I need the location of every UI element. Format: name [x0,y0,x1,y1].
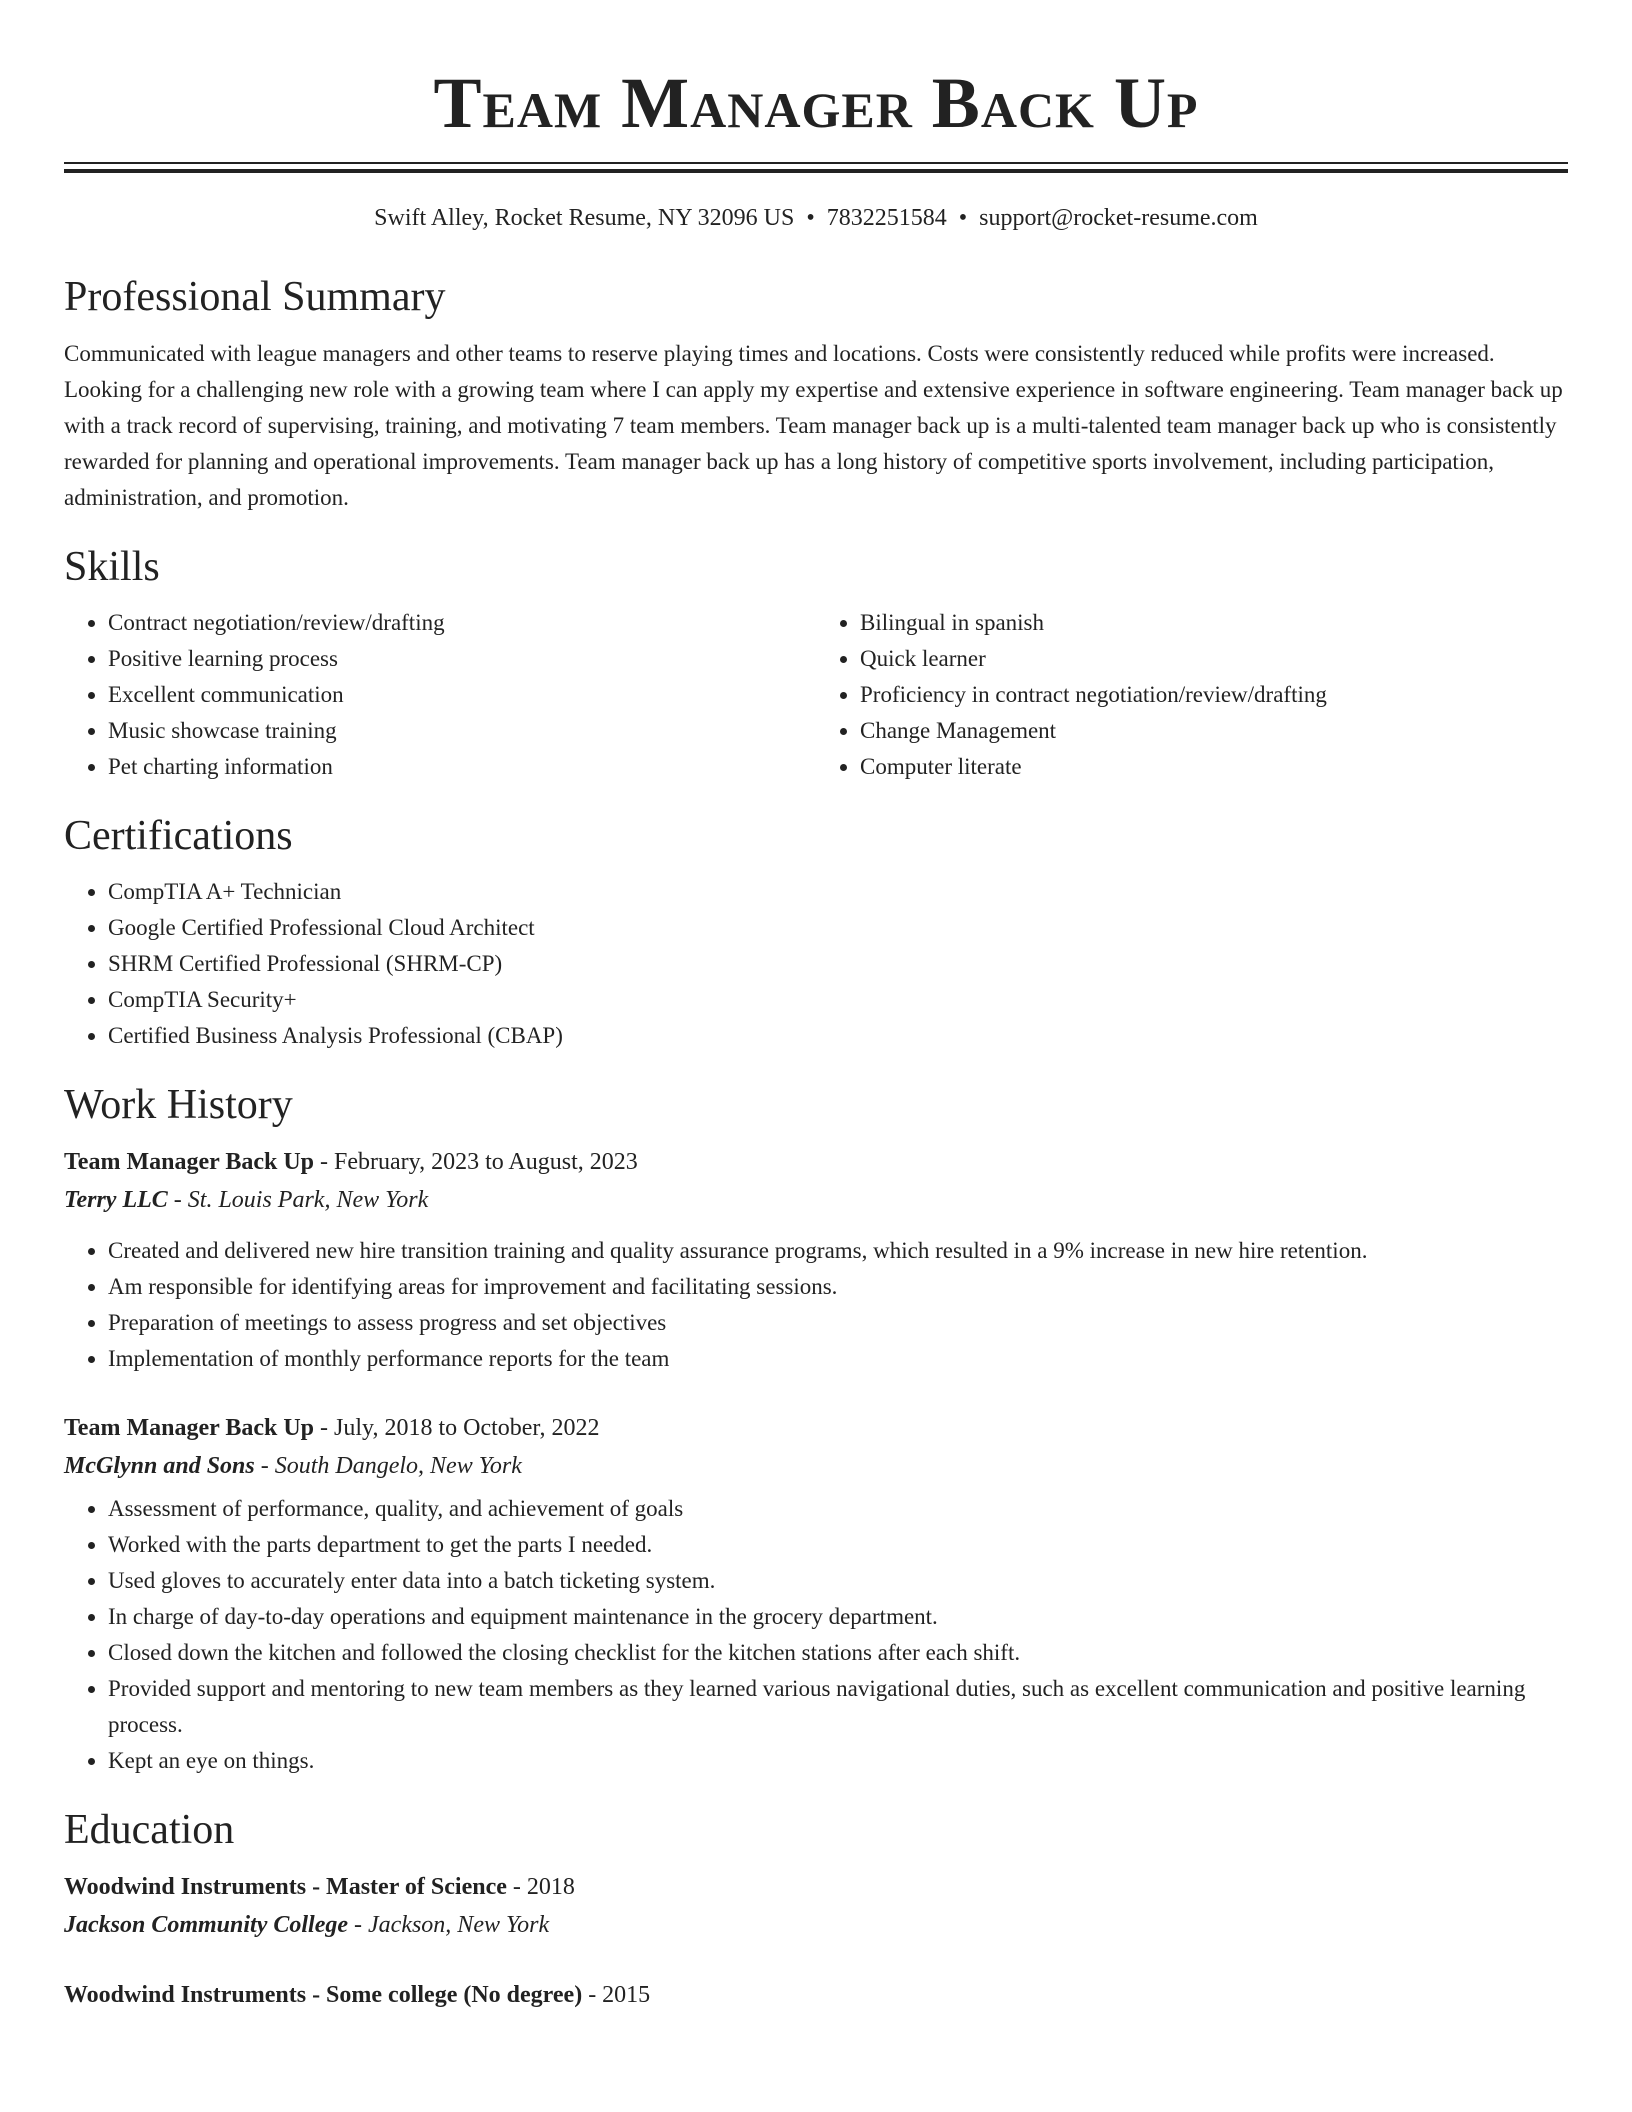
job-entry [64,1409,1568,1779]
skill-item: • Quick learner [860,641,1568,677]
job-bullet: • Used gloves to accurately enter data into a batch ticketing system. [108,1563,1568,1599]
job-bullet: • Closed down the kitchen and followed the closing checklist for the kitchen stations after each shift. [108,1635,1568,1671]
skill-item: • Excellent communication [108,677,816,713]
job-entry [64,1143,1568,1377]
section-title-skills: Skills [64,544,160,590]
skill-item: • Music showcase training [108,713,816,749]
education-year: - 2018 [506,1874,575,1900]
certification-item: • Certified Business Analysis Professional (CBAP) [108,1018,1568,1054]
skill-item: • Change Management [860,713,1568,749]
job-bullet: • In charge of day-to-day operations and equipment maintenance in the grocery department. [108,1599,1568,1635]
summary-text: Communicated with league managers and other teams to reserve playing times and locations. Costs were consistently reduced while profits were increased. Looking for a challenging new role with a growing team where I can apply my expertise and extensive experience in software engineering. Team manager back up with a track record of supervising, training, and motivating 7 team members. Team manager back up is a multi-talented team manager back up who is consistently rewarded for planning and operational improvements. Team manager back up has a long history of competitive sports involvement, including participation, administration, and promotion. [64,341,1563,510]
skill-item: • Computer literate [860,749,1568,785]
job-company: Terry LLC [64,1187,168,1213]
contact-separator: • [958,205,968,231]
job-bullet: • Am responsible for identifying areas for improvement and facilitating sessions. [108,1269,1568,1305]
education-entry [64,1976,1568,2014]
job-dates: - July, 2018 to October, 2022 [314,1415,600,1441]
job-heading [64,1409,1568,1447]
job-dates: - February, 2023 to August, 2023 [314,1149,638,1175]
certification-item: • CompTIA Security+ [108,982,1568,1018]
section-title-education: Education [64,1807,235,1853]
job-employer [64,1447,1568,1485]
job-bullet: • Worked with the parts department to get the parts I needed. [108,1527,1568,1563]
contact-line [64,203,1568,233]
job-bullet: • Assessment of performance, quality, and achievement of goals [108,1491,1568,1527]
job-role: Team Manager Back Up [64,1149,315,1175]
education-location: - Jackson, New York [348,1912,550,1938]
job-location: - South Dangelo, New York [254,1453,522,1479]
skill-item: • Proficiency in contract negotiation/review/drafting [860,677,1568,713]
education-school: Jackson Community College [64,1912,349,1938]
education-year: - 2015 [582,1982,651,2008]
contact-email: support@rocket-resume.com [979,205,1258,231]
section-title-summary: Professional Summary [64,274,446,320]
certification-item: • Google Certified Professional Cloud Architect [108,910,1568,946]
job-heading [64,1143,1568,1181]
job-bullets [64,1233,1568,1377]
job-bullets [64,1491,1568,1779]
job-employer [64,1181,1568,1219]
certification-item: • SHRM Certified Professional (SHRM-CP) [108,946,1568,982]
certification-item: • CompTIA A+ Technician [108,874,1568,910]
contact-address: Swift Alley, Rocket Resume, NY 32096 US [374,205,795,231]
skills-list-left [64,605,816,785]
education-school-line [64,1906,1568,1944]
certifications-list [64,874,1568,1054]
job-company: McGlynn and Sons [64,1453,255,1479]
skills-columns [64,605,1568,785]
skill-item: • Pet charting information [108,749,816,785]
skills-list-right [816,605,1568,785]
education-degree: Woodwind Instruments - Some college (No degree) [64,1982,583,2008]
section-title-work-history: Work History [64,1082,293,1128]
header-divider-thick [64,169,1568,173]
education-entry [64,1868,1568,1944]
job-bullet: • Provided support and mentoring to new team members as they learned various navigational duties, such as excellent communication and positive learning process. [108,1671,1568,1743]
skill-item: • Positive learning process [108,641,816,677]
skill-item: • Bilingual in spanish [860,605,1568,641]
job-location: - St. Louis Park, New York [167,1187,429,1213]
job-role: Team Manager Back Up [64,1415,315,1441]
education-heading [64,1976,1568,2014]
skill-item: • Contract negotiation/review/drafting [108,605,816,641]
education-heading [64,1868,1568,1906]
job-bullet: • Created and delivered new hire transition training and quality assurance programs, which resulted in a 9% increase in new hire retention. [108,1233,1568,1269]
job-bullet: • Kept an eye on things. [108,1743,1568,1779]
candidate-name: Team Manager Back Up [433,63,1199,143]
job-bullet: • Implementation of monthly performance reports for the team [108,1341,1568,1377]
header-divider-thin [64,162,1568,164]
education-degree: Woodwind Instruments - Master of Science [64,1874,507,1900]
section-title-certifications: Certifications [64,813,293,859]
contact-phone: 7832251584 [826,205,947,231]
job-bullet: • Preparation of meetings to assess progress and set objectives [108,1305,1568,1341]
contact-separator: • [806,205,815,231]
